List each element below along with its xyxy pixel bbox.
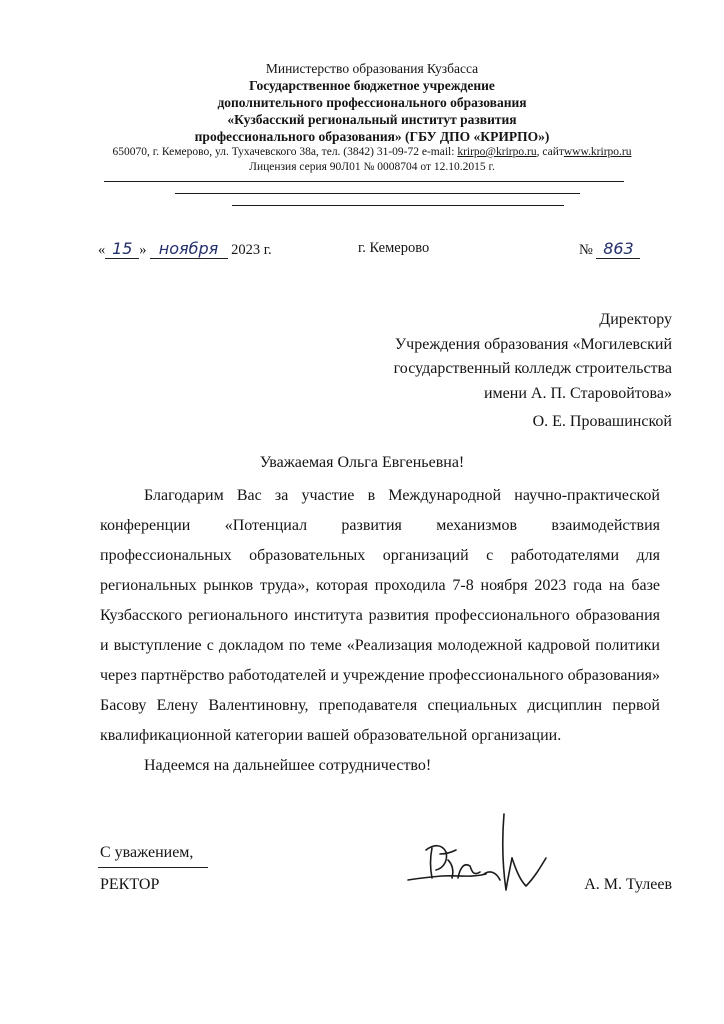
handwritten-signature (400, 808, 550, 900)
addressee-line-1: Директору (599, 311, 672, 328)
addressee-line-3: государственный колледж строительства (393, 360, 672, 377)
number-label: № (579, 242, 593, 258)
closing-rule (98, 867, 208, 868)
header-rule-2 (175, 193, 580, 194)
date-quote-close: » (139, 242, 147, 258)
letter-date (98, 240, 272, 259)
addressee-line-2: Учреждения образования «Могилевский (394, 335, 672, 353)
institution-line-2: дополнительного профессионального образования (217, 95, 527, 110)
salutation: Уважаемая Ольга Евгеньевна! (259, 454, 465, 471)
date-year: 2023 г. (231, 242, 272, 258)
number-value: 863 (596, 240, 640, 259)
paragraph-cooperation: Надеемся на дальнейшее сотрудничество! (144, 757, 432, 774)
institution-line-4: профессионального образования» (ГБУ ДПО «КРИРПО») (194, 129, 550, 144)
contacts-address: 650070, г. Кемерово, ул. Тухачевского 38а, тел. (3842) 31-09-72 e-mail: (112, 146, 458, 158)
signer-name: А. М. Тулеев (584, 876, 672, 893)
date-quote-open: « (98, 242, 106, 258)
date-day: 15 (105, 240, 139, 259)
ministry-name: Министерство образования Кузбасса (265, 61, 479, 76)
header-rule-1 (104, 181, 624, 182)
addressee-block (394, 308, 672, 435)
email-link[interactable]: krirpo@krirpo.ru (457, 146, 537, 158)
letter-body (100, 481, 660, 781)
paragraph-thanks: Благодарим Вас за участие в Международной научно-практической конференции «Потенциал развития механизмов взаимодействия профессиональных образовательных организаций с работодателями для региональных рынков труда», которая проходила 7-8 ноября 2023 года на базе Кузбасского регионального института развития профессионального образования и выступление с докладом по теме «Реализация молодежной кадровой политики через партнёрство работодателей и учреждение профессионального образования» Басову Елену Валентиновну, преподавателя специальных дисциплин первой квалификационной категории вашей образовательной организации. (100, 487, 660, 744)
license-line: Лицензия серия 90Л01 № 0008704 от 12.10.2015 г. (249, 161, 495, 173)
letter-number (579, 240, 640, 259)
letter-city: г. Кемерово (358, 240, 430, 256)
addressee-name: О. Е. Провашинской (532, 413, 672, 430)
signer-position: РЕКТОР (100, 876, 160, 893)
addressee-line-4: имени А. П. Старовойтова» (483, 384, 672, 402)
contacts-line (40, 145, 704, 160)
date-month: ноября (150, 240, 228, 259)
website-link[interactable]: www.krirpo.ru (563, 146, 632, 158)
header-rule-3 (232, 205, 564, 206)
institution-line-1: Государственное бюджетное учреждение (249, 78, 495, 93)
letterhead (40, 60, 704, 175)
closing-regards: С уважением, (100, 844, 194, 861)
site-label: , сайт (536, 146, 564, 158)
institution-line-3: «Кузбасский региональный институт развития (227, 112, 517, 127)
